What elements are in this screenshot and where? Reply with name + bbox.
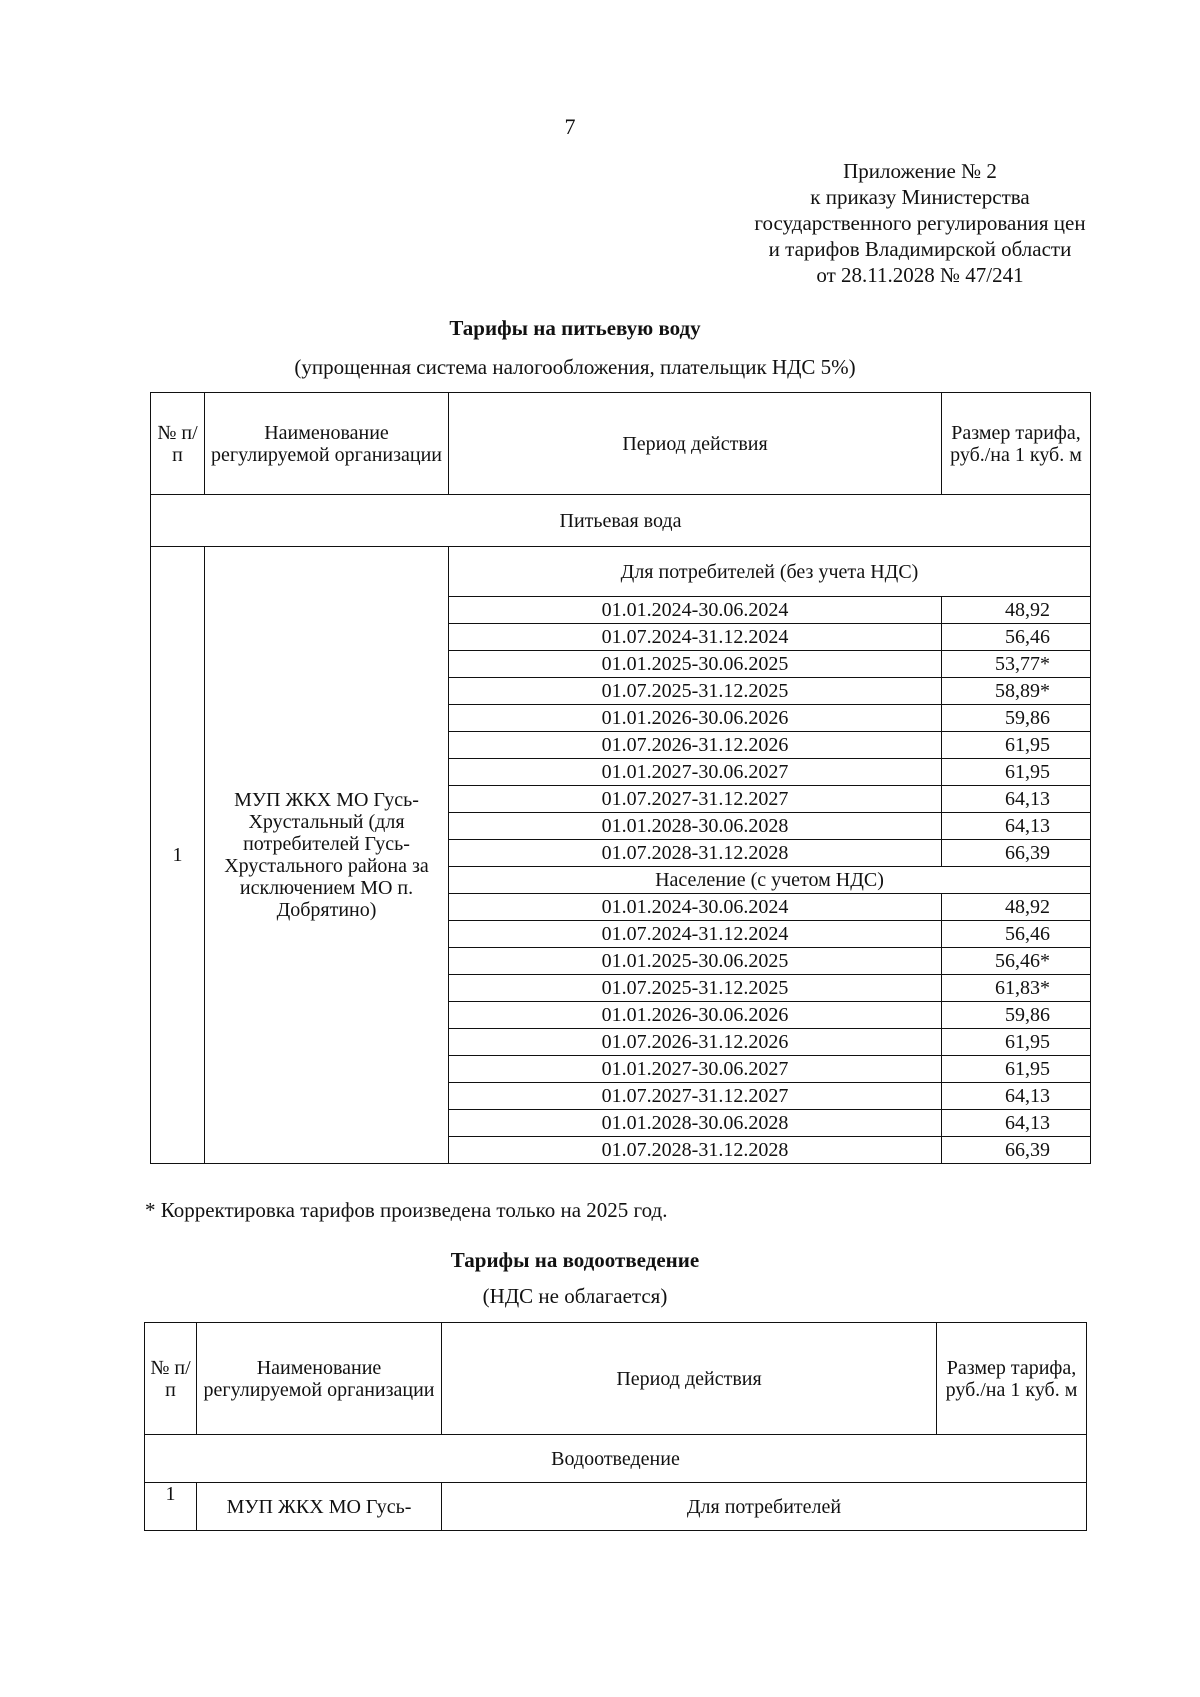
header-rate: Размер тарифа, руб./на 1 куб. м (942, 393, 1091, 495)
organization-name: МУП ЖКХ МО Гусь- (197, 1483, 442, 1531)
table-header-row (151, 393, 1091, 495)
rate-cell: 56,46 (942, 921, 1091, 948)
appendix-line: от 28.11.2028 № 47/241 (816, 263, 1024, 287)
rate-cell: 64,13 (942, 1110, 1091, 1137)
period-cell: 01.07.2026-31.12.2026 (449, 1029, 942, 1056)
appendix-line: государственного регулирования цен (754, 211, 1086, 235)
rate-cell: 58,89* (942, 678, 1091, 705)
subgroup-row (151, 547, 1091, 597)
rate-cell: 61,95 (942, 1029, 1091, 1056)
period-cell: 01.07.2028-31.12.2028 (449, 840, 942, 867)
consumers-label: Для потребителей (442, 1483, 1087, 1531)
period-cell: 01.01.2024-30.06.2024 (449, 597, 942, 624)
rate-cell: 59,86 (942, 1002, 1091, 1029)
period-cell: 01.01.2026-30.06.2026 (449, 1002, 942, 1029)
period-cell: 01.01.2028-30.06.2028 (449, 1110, 942, 1137)
rate-cell: 66,39 (942, 1137, 1091, 1164)
sewer-tariff-subtitle: (НДС не облагается) (482, 1284, 668, 1308)
group-row (151, 495, 1091, 547)
rate-cell: 64,13 (942, 813, 1091, 840)
rate-cell: 66,39 (942, 840, 1091, 867)
header-num: № п/п (145, 1323, 197, 1435)
footnote: * Корректировка тарифов произведена только на 2025 год. (145, 1198, 668, 1222)
period-cell: 01.07.2028-31.12.2028 (449, 1137, 942, 1164)
water-tariff-title: Тарифы на питьевую воду (449, 316, 701, 340)
consumers-label: Для потребителей (без учета НДС) (449, 547, 1091, 597)
header-rate: Размер тарифа, руб./на 1 куб. м (937, 1323, 1087, 1435)
group-label: Водоотведение (145, 1435, 1087, 1483)
organization-name: МУП ЖКХ МО Гусь-Хрустальный (для потребителей Гусь-Хрустального района за исключением МО п. Добрятино) (205, 547, 449, 1164)
water-tariff-table (150, 392, 1091, 1164)
rate-cell: 59,86 (942, 705, 1091, 732)
period-cell: 01.01.2025-30.06.2025 (449, 948, 942, 975)
appendix-header (690, 158, 1150, 288)
appendix-line: и тарифов Владимирской области (768, 237, 1072, 261)
header-period: Период действия (442, 1323, 937, 1435)
period-cell: 01.01.2025-30.06.2025 (449, 651, 942, 678)
group-label: Питьевая вода (151, 495, 1091, 547)
rate-cell: 53,77* (942, 651, 1091, 678)
period-cell: 01.07.2024-31.12.2024 (449, 624, 942, 651)
rate-cell: 61,95 (942, 732, 1091, 759)
period-cell: 01.07.2025-31.12.2025 (449, 678, 942, 705)
period-cell: 01.01.2026-30.06.2026 (449, 705, 942, 732)
sewer-tariff-title: Тарифы на водоотведение (450, 1248, 700, 1272)
row-number: 1 (145, 1483, 197, 1531)
period-cell: 01.07.2027-31.12.2027 (449, 1083, 942, 1110)
appendix-line: к приказу Министерства (810, 185, 1030, 209)
rate-cell: 61,95 (942, 1056, 1091, 1083)
period-cell: 01.07.2025-31.12.2025 (449, 975, 942, 1002)
header-org: Наименование регулируемой организации (205, 393, 449, 495)
period-cell: 01.07.2024-31.12.2024 (449, 921, 942, 948)
water-tariff-subtitle: (упрощенная система налогообложения, плательщик НДС 5%) (294, 355, 856, 379)
period-cell: 01.01.2027-30.06.2027 (449, 1056, 942, 1083)
header-num: № п/п (151, 393, 205, 495)
page-number: 7 (564, 114, 576, 139)
rate-cell: 61,95 (942, 759, 1091, 786)
population-label: Население (с учетом НДС) (449, 867, 1091, 894)
header-org: Наименование регулируемой организации (197, 1323, 442, 1435)
rate-cell: 56,46 (942, 624, 1091, 651)
table-header-row (145, 1323, 1087, 1435)
period-cell: 01.01.2024-30.06.2024 (449, 894, 942, 921)
sewer-tariff-table (144, 1322, 1087, 1531)
rate-cell: 61,83* (942, 975, 1091, 1002)
rate-cell: 48,92 (942, 894, 1091, 921)
rate-cell: 64,13 (942, 1083, 1091, 1110)
row-number: 1 (151, 547, 205, 1164)
header-period: Период действия (449, 393, 942, 495)
rate-cell: 56,46* (942, 948, 1091, 975)
group-row (145, 1435, 1087, 1483)
period-cell: 01.07.2027-31.12.2027 (449, 786, 942, 813)
period-cell: 01.01.2028-30.06.2028 (449, 813, 942, 840)
period-cell: 01.07.2026-31.12.2026 (449, 732, 942, 759)
rate-cell: 48,92 (942, 597, 1091, 624)
appendix-line: Приложение № 2 (843, 159, 997, 183)
table-row (145, 1483, 1087, 1531)
period-cell: 01.01.2027-30.06.2027 (449, 759, 942, 786)
rate-cell: 64,13 (942, 786, 1091, 813)
